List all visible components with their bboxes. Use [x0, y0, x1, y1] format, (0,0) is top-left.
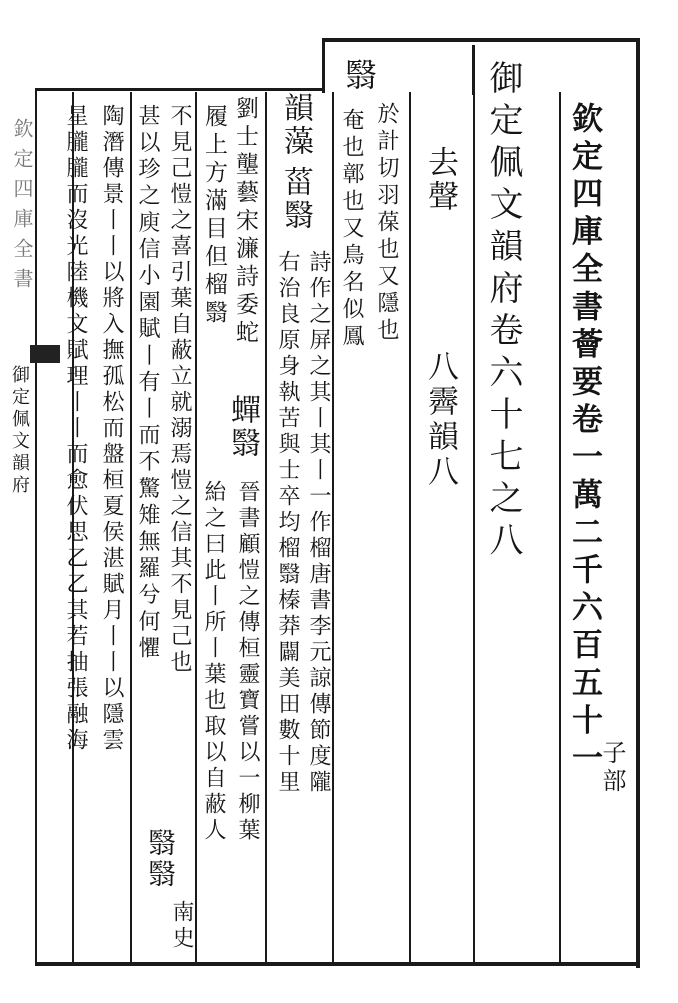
margin-fishtail: [30, 345, 60, 363]
headword-yi: 翳: [340, 58, 378, 93]
column-rule-5: [265, 92, 267, 962]
right-border: [636, 38, 640, 968]
top-border: [322, 38, 640, 42]
top-border-left: [35, 88, 325, 91]
series-title: 欽定四庫全書薈要卷一萬二千六百五十一: [566, 102, 602, 779]
bottom-border: [35, 962, 640, 966]
volume-title: 御定佩文韻府卷六十七之八: [483, 60, 523, 564]
yunzao-label: 韻藻: [278, 92, 313, 158]
entry-shenyi: 甚以珍之庾信小園賦丨有丨而不驚雉無羅兮何懼: [135, 104, 160, 663]
column-rule-1: [559, 92, 561, 962]
headword-yiyi: 翳翳: [144, 828, 177, 890]
title-block-border: [322, 38, 325, 93]
entry-yiyi-text: 南史: [169, 900, 194, 952]
column-rule-4: [332, 92, 334, 962]
margin-label: 御定佩文韻府: [9, 365, 30, 497]
series-section: 子部: [598, 740, 626, 796]
entry-ziyi-text-2: 右治良原身執苦與士卒均榴翳榛莽闢美田數十里: [275, 250, 300, 796]
column-rule-7: [130, 92, 132, 962]
column-rule-3: [409, 92, 411, 962]
entry-chanyi-text-2: 紿之曰此丨所丨葉也取以自蔽人: [201, 480, 226, 844]
entry-yi-definition-2: 奄也鄣也又鳥名似鳳: [339, 108, 364, 351]
entry-bujian: 不見己愷之喜引葉自蔽立就溺焉愷之信其不見己也: [167, 104, 192, 676]
margin-rule: [35, 88, 37, 966]
headword-ziyi: 菑翳: [278, 166, 313, 232]
entry-xingxing: 星朧朧而沒光陸機文賦理丨丨而愈伏思乙乙其若抽張融海: [63, 104, 88, 754]
entry-lvshang: 履上方滿目但榴翳: [201, 104, 227, 328]
headword-chanyi: 蟬翳: [225, 394, 260, 460]
entry-chanyi-text: 晉書顧愷之傳桓靈寶嘗以一柳葉: [235, 480, 260, 844]
entry-ziyi-text: 詩作之屏之其丨其丨一作榴唐書李元諒傳節度隴: [306, 250, 331, 796]
rhyme-heading: 八霽韻八: [422, 350, 458, 490]
entry-liushi: 劉士壟藝宋濂詩委蛇: [232, 96, 258, 348]
tone-heading: 去聲: [422, 146, 458, 214]
margin-header: 欽定四庫全書: [10, 118, 34, 298]
column-rule-6: [195, 92, 197, 962]
entry-yi-definition: 於計切羽葆也又隱也: [374, 102, 399, 345]
entry-taoqian: 陶潛傳景丨丨以將入撫孤松而盤桓夏侯湛賦月丨丨以隱雲: [99, 104, 124, 754]
column-rule-2: [473, 45, 475, 962]
